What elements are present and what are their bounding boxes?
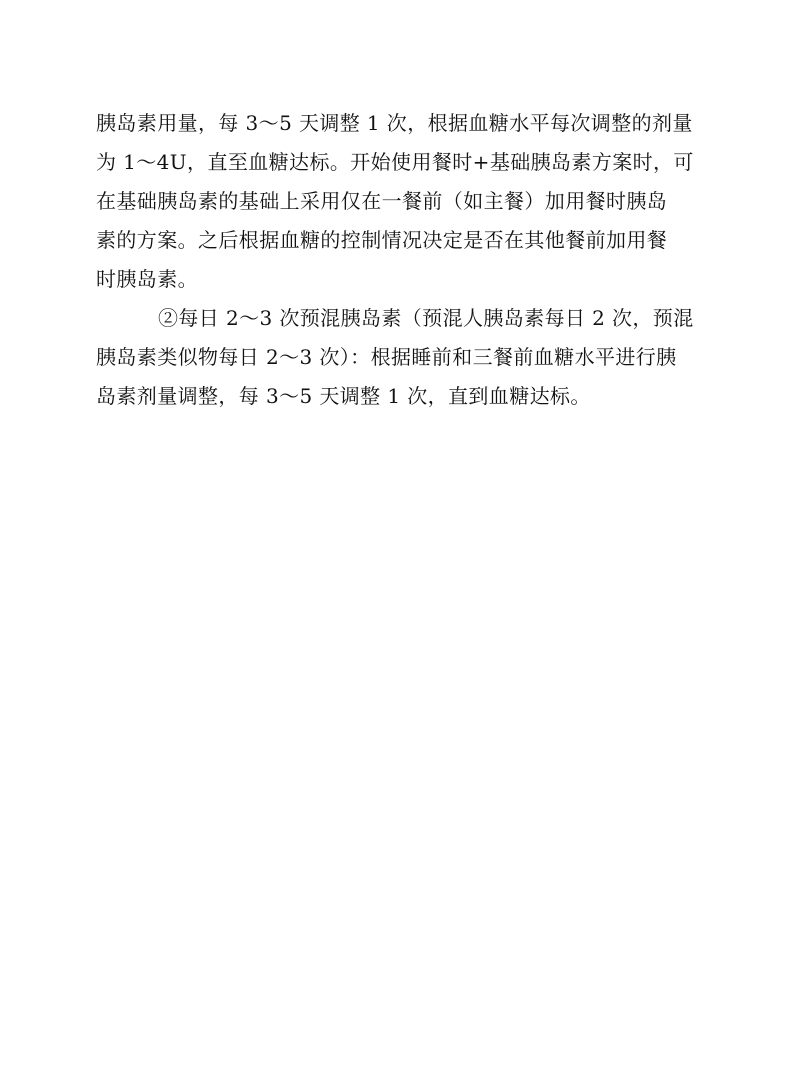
text-line: 素的方案。之后根据血糖的控制情况决定是否在其他餐前加用餐 xyxy=(96,228,668,252)
document-body xyxy=(96,104,716,416)
paragraph-insulin-dosing xyxy=(96,104,716,299)
text-line: ②每日 2～3 次预混胰岛素（预混人胰岛素每日 2 次，预混 xyxy=(158,306,694,330)
text-line: 岛素剂量调整，每 3～5 天调整 1 次，直到血糖达标。 xyxy=(96,384,591,408)
text-line: 胰岛素类似物每日 2～3 次）：根据睡前和三餐前血糖水平进行胰 xyxy=(96,345,677,369)
text-line: 胰岛素用量，每 3～5 天调整 1 次，根据血糖水平每次调整的剂量 xyxy=(96,111,693,135)
text-line: 为 1～4U，直至血糖达标。开始使用餐时+基础胰岛素方案时，可 xyxy=(96,150,694,174)
paragraph-premixed-insulin xyxy=(96,299,716,416)
text-line: 时胰岛素。 xyxy=(96,267,198,291)
text-line: 在基础胰岛素的基础上采用仅在一餐前（如主餐）加用餐时胰岛 xyxy=(96,189,668,213)
